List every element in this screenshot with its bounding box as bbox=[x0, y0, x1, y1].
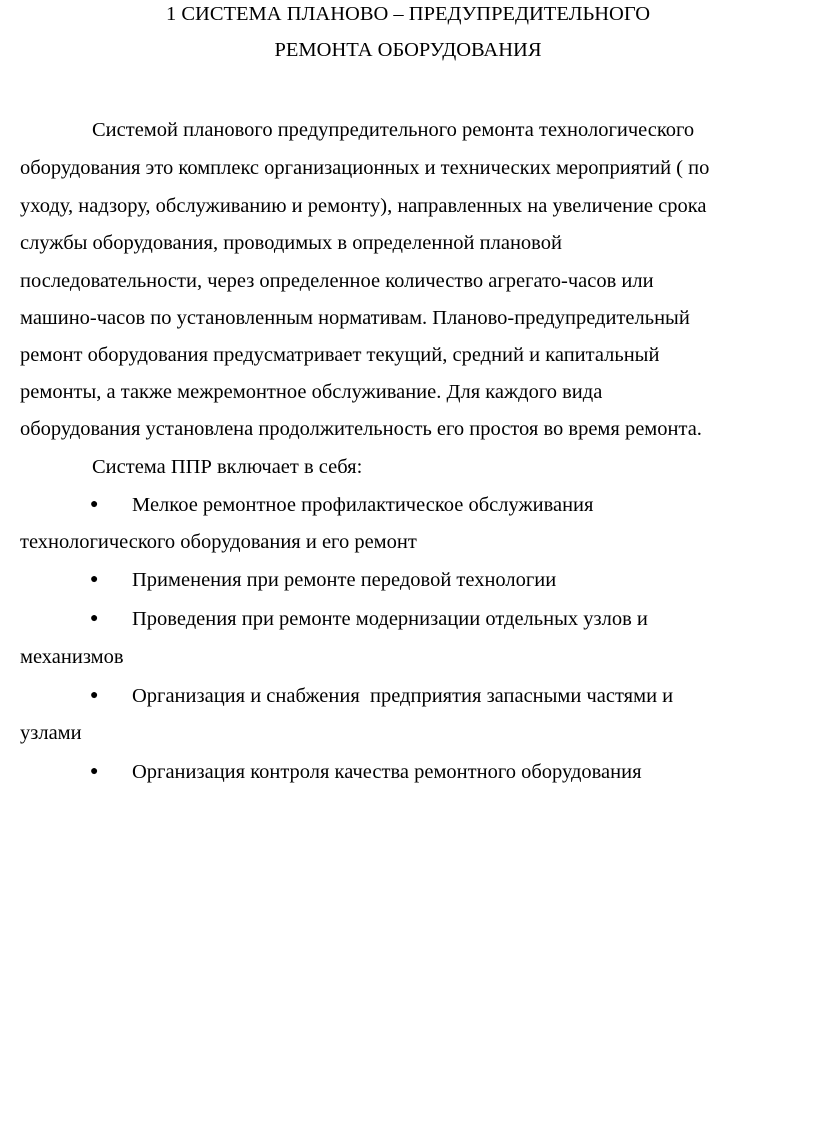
list-item-line: Проведения при ремонте модернизации отдельных узлов и bbox=[132, 608, 648, 630]
bullet-icon: ● bbox=[90, 688, 99, 703]
bullet-icon: ● bbox=[90, 497, 99, 512]
paragraph-line: машино-часов по установленным нормативам. Планово-предупредительный bbox=[20, 307, 690, 329]
list-item-line: узлами bbox=[20, 722, 82, 744]
paragraph-line: службы оборудования, проводимых в определенной плановой bbox=[20, 232, 562, 254]
heading-line-1: 1 СИСТЕМА ПЛАНОВО – ПРЕДУПРЕДИТЕЛЬНОГО bbox=[165, 3, 651, 25]
paragraph-line: ремонты, а также межремонтное обслуживание. Для каждого вида bbox=[20, 381, 603, 403]
bullet-icon: ● bbox=[90, 572, 99, 587]
list-item-line: технологического оборудования и его ремонт bbox=[20, 531, 417, 553]
bullet-icon: ● bbox=[90, 611, 99, 626]
list-item-line: Организация и снабжения предприятия запасными частями и bbox=[132, 685, 674, 707]
heading-line-2: РЕМОНТА ОБОРУДОВАНИЯ bbox=[274, 39, 542, 61]
paragraph-line: последовательности, через определенное количество агрегато-часов или bbox=[20, 270, 654, 292]
list-intro: Система ППР включает в себя: bbox=[92, 456, 363, 478]
bullet-icon: ● bbox=[90, 764, 99, 779]
paragraph-line: ремонт оборудования предусматривает текущий, средний и капитальный bbox=[20, 344, 660, 366]
list-item-line: механизмов bbox=[20, 646, 124, 668]
paragraph-line: оборудования установлена продолжительность его простоя во время ремонта. bbox=[20, 418, 702, 440]
paragraph-line: оборудования это комплекс организационных и технических мероприятий ( по bbox=[20, 157, 710, 179]
list-item-line: Организация контроля качества ремонтного оборудования bbox=[132, 761, 642, 783]
paragraph-line: Системой планового предупредительного ремонта технологического bbox=[92, 119, 695, 141]
list-item-line: Применения при ремонте передовой технологии bbox=[132, 569, 557, 591]
paragraph-line: уходу, надзору, обслуживанию и ремонту), направленных на увеличение срока bbox=[20, 195, 707, 217]
list-item-line: Мелкое ремонтное профилактическое обслуживания bbox=[132, 494, 594, 516]
